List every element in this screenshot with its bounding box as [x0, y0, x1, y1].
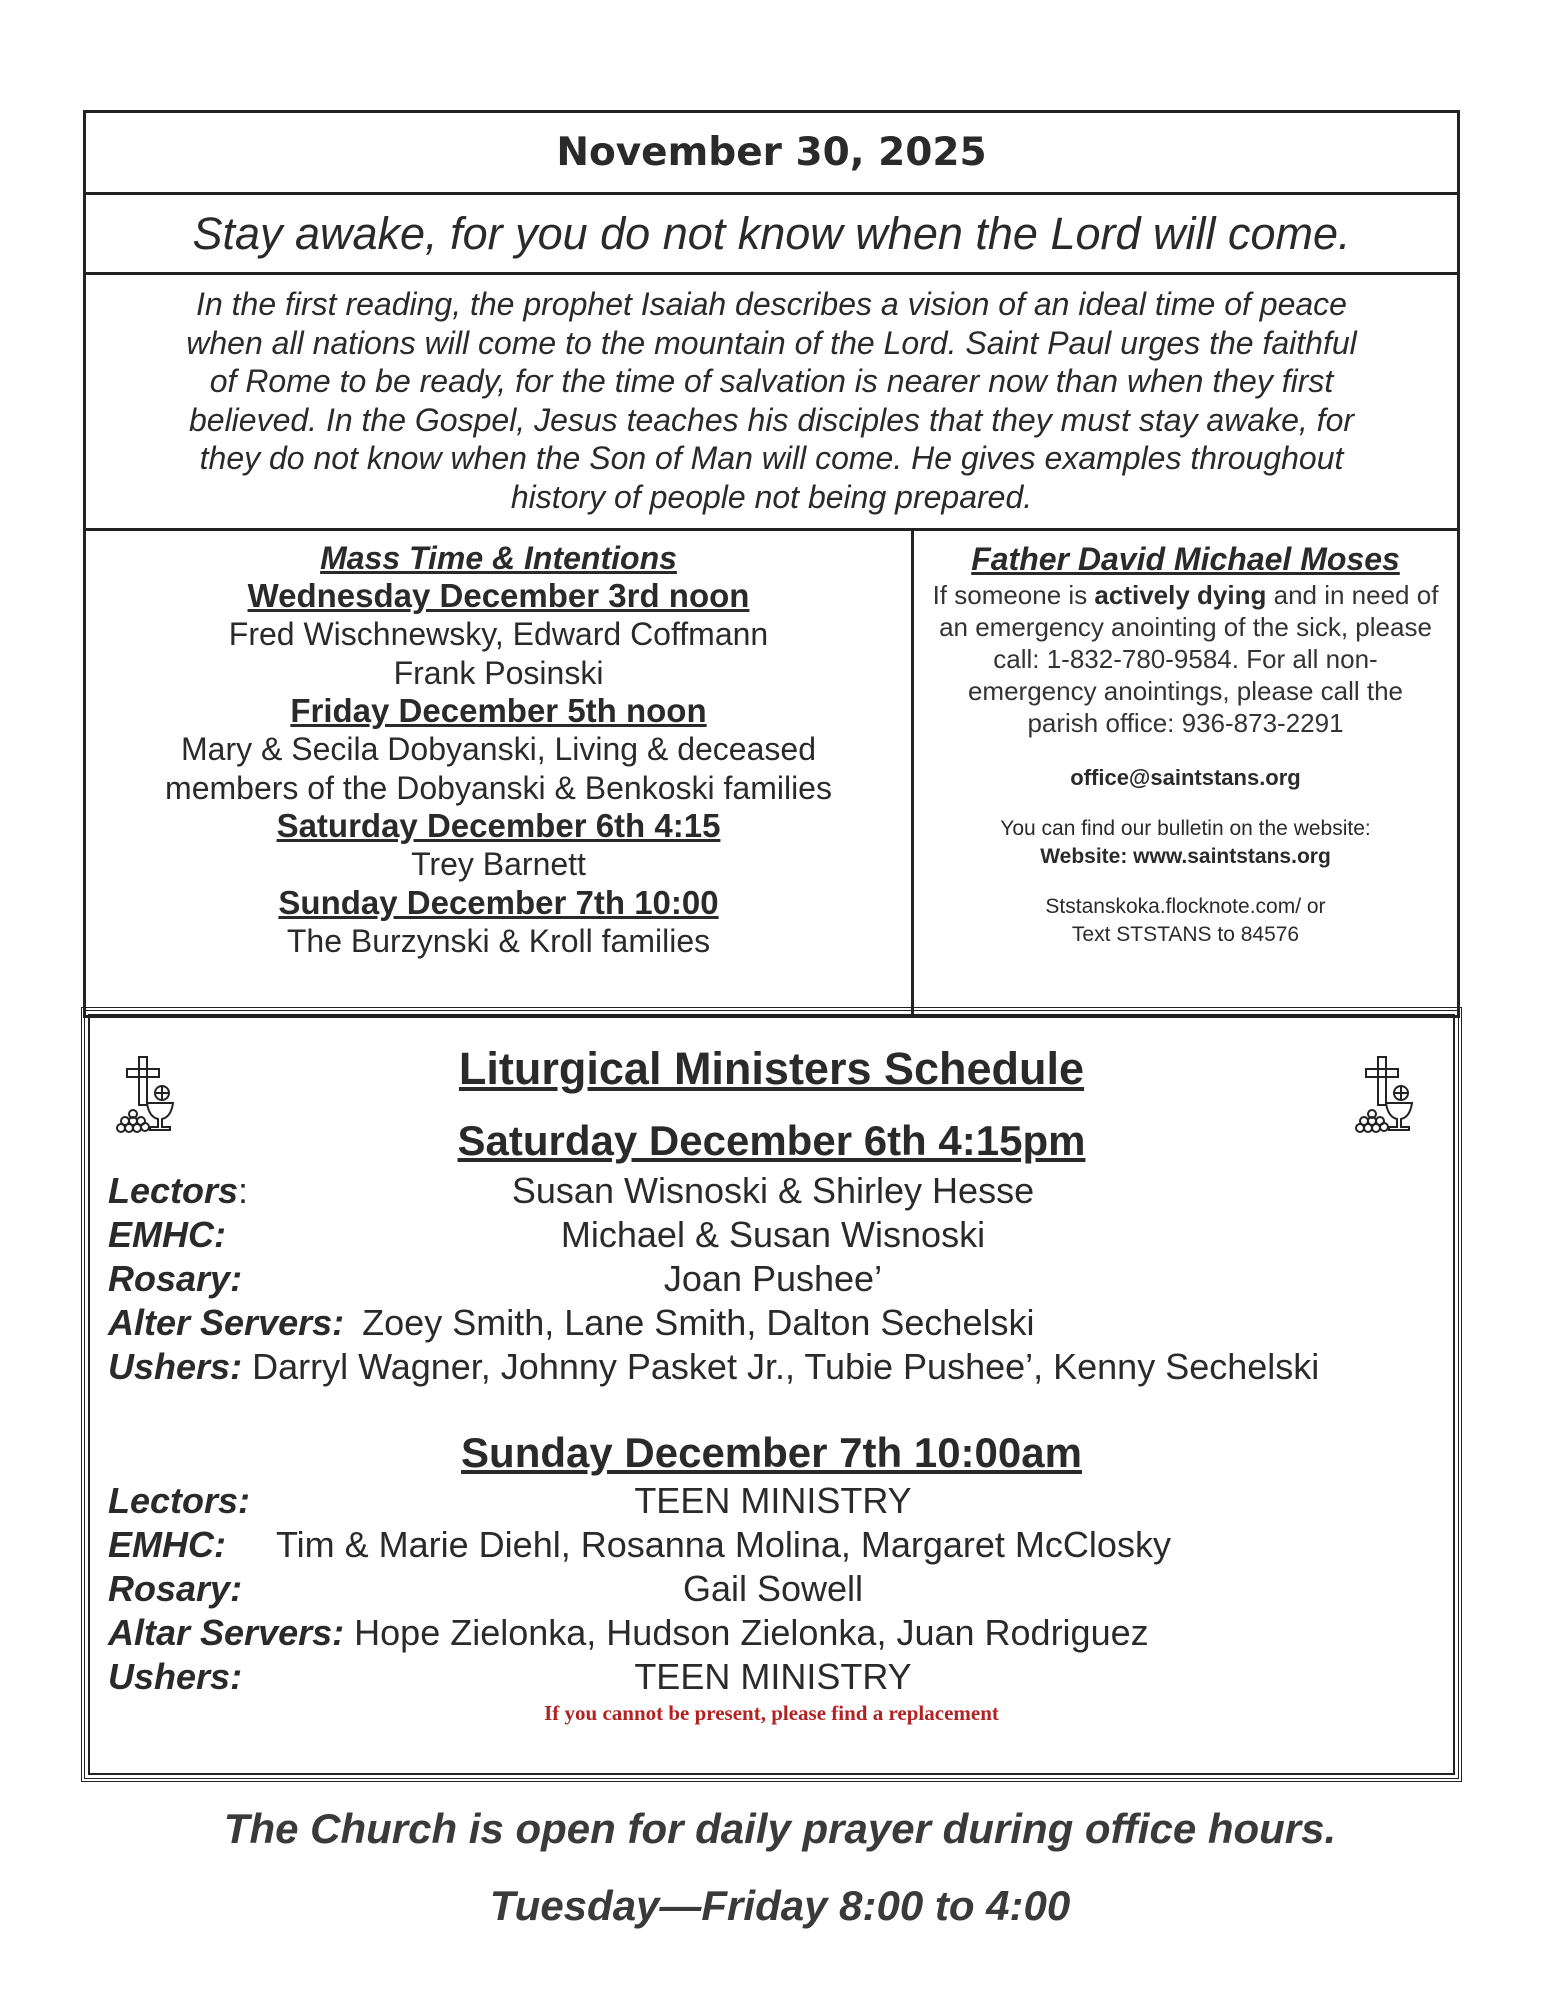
role-value: Zoey Smith, Lane Smith, Dalton Sechelski — [362, 1302, 1035, 1343]
sunday-emhc — [108, 1523, 1438, 1567]
church-open-notice: The Church is open for daily prayer during office hours. — [223, 1805, 1337, 1852]
mass-names: members of the Dobyanski & Benkoski families — [165, 769, 832, 806]
role-value: TEEN MINISTRY — [634, 1656, 912, 1697]
summary-line: when all nations will come to the mountain of the Lord. Saint Paul urges the faithful — [186, 324, 1357, 361]
role-label: Altar Servers: — [108, 1612, 345, 1653]
office-email[interactable]: office@saintstans.org — [1070, 765, 1301, 790]
date-row — [86, 113, 1457, 195]
summary-line: of Rome to be ready, for the time of salvation is nearer now than when they first — [209, 363, 1334, 399]
ministers-schedule — [81, 1007, 1462, 1782]
role-label: Lectors — [108, 1170, 239, 1211]
mass-day: Wednesday December 3rd noon — [247, 577, 750, 614]
anointing-info — [932, 579, 1439, 739]
saturday-servers — [108, 1301, 1438, 1345]
anointing-text: and in need of an emergency anointing of the sick, please call: 1-832-780-9584. For all non-emergency anointings, please call the parish office: 936-873-2291 — [939, 580, 1439, 738]
saturday-rosary — [108, 1257, 1438, 1301]
role-label: EMHC: — [108, 1214, 226, 1255]
role-value: Hope Zielonka, Hudson Zielonka, Juan Rodriguez — [354, 1612, 1149, 1653]
mass-day: Saturday December 6th 4:15 — [276, 807, 721, 844]
role-value: Michael & Susan Wisnoski — [560, 1214, 986, 1255]
role-label: Rosary: — [108, 1258, 243, 1299]
mass-day: Friday December 5th noon — [290, 692, 707, 729]
sunday-rosary — [108, 1567, 1438, 1611]
role-value: Susan Wisnoski & Shirley Hesse — [511, 1170, 1035, 1211]
priest-contact — [914, 531, 1457, 1015]
sunday-lectors — [108, 1479, 1438, 1523]
mass-names: Mary & Secila Dobyanski, Living & deceased — [181, 731, 816, 767]
role-label: Alter Servers: — [108, 1302, 345, 1343]
sunday-ushers — [108, 1655, 1438, 1699]
role-value: Joan Pushee’ — [663, 1258, 883, 1299]
role-label: Ushers: — [108, 1656, 243, 1697]
saturday-heading: Saturday December 6th 4:15pm — [457, 1117, 1086, 1164]
mass-day: Sunday December 7th 10:00 — [278, 883, 719, 921]
bulletin-frame — [83, 110, 1460, 1018]
summary-text — [116, 285, 1427, 516]
gospel-theme: Stay awake, for you do not know when the Lord will come. — [192, 207, 1351, 259]
office-hours: Tuesday—Friday 8:00 to 4:00 — [489, 1882, 1071, 1929]
mass-names: Fred Wischnewsky, Edward Coffmann — [228, 616, 769, 652]
saturday-emhc — [108, 1213, 1438, 1257]
role-value: Gail Sowell — [682, 1568, 864, 1609]
summary-line: believed. In the Gospel, Jesus teaches his disciples that they must stay awake, for — [188, 401, 1355, 438]
role-label: EMHC: — [108, 1524, 226, 1565]
bulletin-line: You can find our bulletin on the website: — [1000, 817, 1371, 840]
readings-summary — [86, 275, 1457, 531]
schedule-title: Liturgical Ministers Schedule — [458, 1043, 1085, 1094]
bulletin-info — [914, 815, 1457, 871]
saturday-ushers — [108, 1345, 1438, 1389]
role-colon: : — [238, 1170, 249, 1211]
mass-names: Trey Barnett — [411, 846, 586, 882]
role-label: Ushers: — [108, 1346, 243, 1387]
mass-names: The Burzynski & Kroll families — [286, 922, 711, 959]
role-value: Darryl Wagner, Johnny Pasket Jr., Tubie Pushee’, Kenny Sechelski — [252, 1346, 1320, 1387]
saturday-lectors — [108, 1169, 1438, 1213]
role-label: Lectors: — [108, 1480, 251, 1521]
flocknote-info — [914, 893, 1457, 949]
text-signup: Text STSTANS to 84576 — [1071, 923, 1300, 946]
sunday-servers — [108, 1611, 1438, 1655]
replacement-note: If you cannot be present, please find a replacement — [544, 1701, 999, 1725]
website-link[interactable]: Website: www.saintstans.org — [1040, 845, 1331, 868]
anointing-text: If someone is — [932, 580, 1095, 610]
role-label: Rosary: — [108, 1568, 243, 1609]
summary-line: they do not know when the Son of Man will come. He gives examples throughout — [199, 440, 1344, 476]
bulletin-date: November 30, 2025 — [556, 130, 987, 175]
mass-and-contact-row — [86, 531, 1457, 1015]
priest-name: Father David Michael Moses — [971, 541, 1400, 577]
actively-dying-emphasis: actively dying — [1094, 580, 1267, 610]
summary-line: In the first reading, the prophet Isaiah describes a vision of an ideal time of peace — [196, 286, 1347, 322]
role-value: Tim & Marie Diehl, Rosanna Molina, Margaret McClosky — [276, 1524, 1171, 1565]
summary-line: history of people not being prepared. — [510, 478, 1033, 515]
sunday-heading: Sunday December 7th 10:00am — [461, 1429, 1082, 1476]
mass-names: Frank Posinski — [393, 654, 604, 691]
mass-heading: Mass Time & Intentions — [320, 540, 677, 576]
flocknote-link[interactable]: Ststanskoka.flocknote.com/ or — [1045, 895, 1326, 918]
theme-row — [86, 195, 1457, 275]
role-value: TEEN MINISTRY — [634, 1480, 912, 1521]
mass-intentions — [86, 531, 914, 1015]
